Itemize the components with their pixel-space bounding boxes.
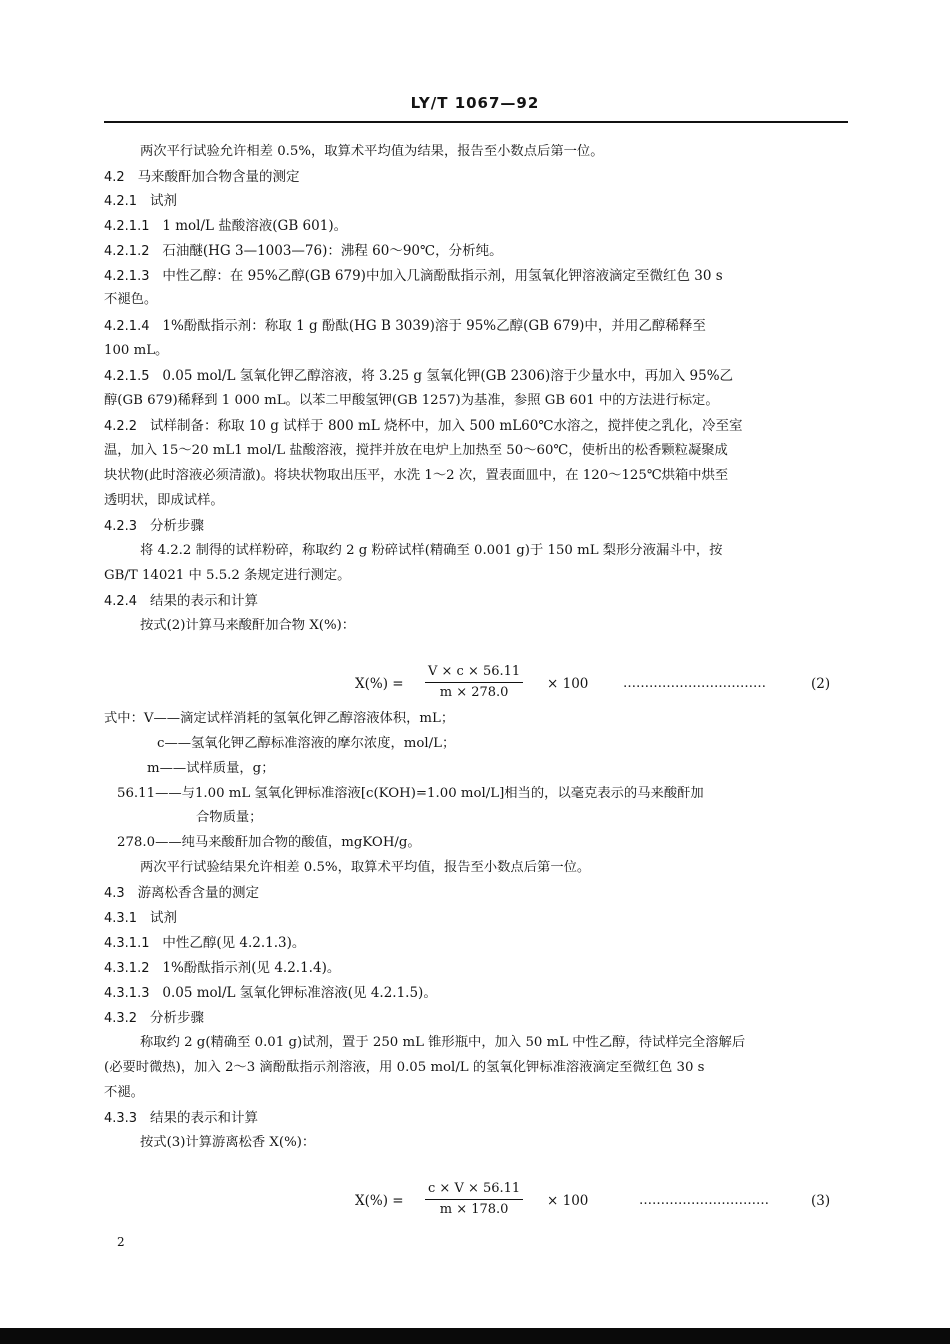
- paragraph-line: 将 4.2.2 制得的试样粉碎，称取约 2 g 粉碎试样(精确至 0.001 g)于 150 mL 梨形分液漏斗中，按: [140, 543, 723, 558]
- formula-label: (3): [811, 1193, 831, 1209]
- section-title: 分析步骤: [149, 518, 204, 534]
- section-title: 分析步骤: [149, 1010, 204, 1026]
- section-heading-4-2: [104, 168, 300, 187]
- section-heading-4-2-3: [104, 517, 204, 536]
- section-heading-4-3-1-2: [104, 959, 340, 978]
- section-title: 中性乙醇：在 95%乙醇(GB 679)中加入几滴酚酞指示剂，用氢氧化钾溶液滴定至微红色 30 s: [162, 268, 723, 284]
- formula-numerator: V × c × 56.11: [425, 663, 523, 683]
- where-line: m——试样质量，g；: [147, 761, 275, 776]
- formula-multiplier: × 100: [547, 676, 589, 692]
- section-heading-4-2-1-3: [104, 267, 848, 286]
- paragraph-line: GB/T 14021 中 5.5.2 条规定进行测定。: [104, 568, 351, 583]
- section-heading-4-2-1-4: [104, 317, 706, 336]
- where-line: 合物质量；: [196, 810, 263, 825]
- section-title: 试剂: [149, 910, 177, 926]
- section-number: 4.3: [104, 886, 125, 901]
- header-rule: [104, 121, 848, 123]
- section-number: 4.2: [104, 170, 125, 185]
- formula-lhs: X(%) =: [355, 676, 404, 692]
- section-heading-4-3-1-3: [104, 984, 437, 1003]
- section-number: 4.2.1.4: [104, 319, 150, 334]
- standard-header: LY/T 1067—92: [410, 94, 540, 112]
- paragraph-line: 温，加入 15～20 mL1 mol/L 盐酸溶液，搅拌并放在电炉上加热至 50～60℃，使析出的松香颗粒凝聚成: [104, 443, 728, 458]
- section-number: 4.2.1.2: [104, 244, 150, 259]
- formula-lhs: X(%) =: [355, 1193, 404, 1209]
- where-line: 式中：V——滴定试样消耗的氢氧化钾乙醇溶液体积，mL；: [104, 711, 455, 726]
- formula-2: [355, 663, 850, 703]
- formula-leader-dots: ……………………………: [623, 676, 766, 691]
- section-title: 1%酚酞指示剂(见 4.2.1.4)。: [162, 960, 341, 976]
- paragraph-line: 两次平行试验结果允许相差 0.5%，取算术平均值，报告至小数点后第一位。: [140, 860, 591, 875]
- paragraph-line: 称取约 2 g(精确至 0.01 g)试剂，置于 250 mL 锥形瓶中，加入 50 mL 中性乙醇，待试样完全溶解后: [140, 1035, 746, 1050]
- section-title: 1 mol/L 盐酸溶液(GB 601)。: [162, 218, 348, 234]
- formula-multiplier: × 100: [547, 1193, 589, 1209]
- section-heading-4-3-2: [104, 1009, 204, 1028]
- section-title: 中性乙醇(见 4.2.1.3)。: [162, 935, 306, 951]
- section-heading-4-2-4: [104, 592, 258, 611]
- section-number: 4.3.1: [104, 911, 138, 926]
- formula-3: [355, 1180, 850, 1220]
- paragraph-line: 块状物(此时溶液必须清澈)。将块状物取出压平，水洗 1～2 次，置表面皿中，在 120～125℃烘箱中烘至: [104, 468, 729, 483]
- section-heading-4-2-1: [104, 192, 177, 211]
- paragraph-line: (必要时微热)，加入 2～3 滴酚酞指示剂溶液，用 0.05 mol/L 的氢氧化钾标准溶液滴定至微红色 30 s: [104, 1060, 705, 1075]
- formula-label: (2): [811, 676, 831, 692]
- section-number: 4.3.3: [104, 1111, 138, 1126]
- section-title: 1%酚酞指示剂：称取 1 g 酚酞(HG B 3039)溶于 95%乙醇(GB 679)中，并用乙醇稀释至: [162, 318, 706, 334]
- section-title: 结果的表示和计算: [149, 593, 258, 609]
- section-title: 马来酸酐加合物含量的测定: [137, 169, 300, 185]
- section-number: 4.3.1.1: [104, 936, 150, 951]
- section-number: 4.2.3: [104, 519, 138, 534]
- paragraph-line: 不褪色。: [104, 292, 158, 307]
- section-title: 结果的表示和计算: [149, 1110, 258, 1126]
- paragraph-line: 按式(2)计算马来酸酐加合物 X(%)：: [140, 618, 356, 633]
- paragraph-line: 醇(GB 679)稀释到 1 000 mL。以苯二甲酸氢钾(GB 1257)为基准，参照 GB 601 中的方法进行标定。: [104, 393, 719, 408]
- paragraph-line: 两次平行试验允许相差 0.5%，取算术平均值为结果，报告至小数点后第一位。: [140, 144, 604, 159]
- where-line: 56.11——与1.00 mL 氢氧化钾标准溶液[c(KOH)=1.00 mol/L]相当的，以毫克表示的马来酸酐加: [117, 786, 704, 801]
- section-number: 4.3.1.3: [104, 986, 150, 1001]
- where-line: 278.0——纯马来酸酐加合物的酸值，mgKOH/g。: [117, 835, 421, 850]
- section-number: 4.2.1.3: [104, 269, 150, 284]
- section-number: 4.3.1.2: [104, 961, 150, 976]
- scan-edge-bar: [0, 1328, 950, 1344]
- formula-leader-dots: …………………………: [639, 1193, 769, 1208]
- section-number: 4.2.1.1: [104, 219, 150, 234]
- where-line: c——氢氧化钾乙醇标准溶液的摩尔浓度，mol/L；: [157, 736, 456, 751]
- section-heading-4-2-1-5: [104, 367, 733, 386]
- section-heading-4-2-1-2: [104, 242, 503, 261]
- section-title: 试剂: [149, 193, 177, 209]
- formula-denominator: m × 178.0: [439, 1202, 509, 1217]
- section-number: 4.2.4: [104, 594, 138, 609]
- formula-numerator: c × V × 56.11: [425, 1180, 523, 1200]
- paragraph-line: 按式(3)计算游离松香 X(%)：: [140, 1135, 316, 1150]
- section-heading-4-3-1: [104, 909, 177, 928]
- section-number: 4.2.2: [104, 419, 138, 434]
- section-title: 游离松香含量的测定: [137, 885, 260, 901]
- section-title: 石油醚(HG 3—1003—76)：沸程 60～90℃，分析纯。: [162, 243, 503, 259]
- formula-fraction: [425, 663, 523, 702]
- section-heading-4-2-1-1: [104, 217, 347, 236]
- page-number: 2: [117, 1235, 125, 1249]
- formula-denominator: m × 278.0: [439, 685, 509, 700]
- section-heading-4-3: [104, 884, 259, 903]
- paragraph-line: 100 mL。: [104, 343, 169, 358]
- section-number: 4.2.1: [104, 194, 138, 209]
- section-title: 0.05 mol/L 氢氧化钾标准溶液(见 4.2.1.5)。: [162, 985, 437, 1001]
- section-title: 试样制备：称取 10 g 试样于 800 mL 烧杯中，加入 500 mL60℃水溶之，搅拌使之乳化，冷至室: [149, 418, 743, 434]
- section-number: 4.3.2: [104, 1011, 138, 1026]
- paragraph-line: 透明状，即成试样。: [104, 493, 224, 508]
- paragraph-line: 不褪。: [104, 1085, 144, 1100]
- section-heading-4-3-1-1: [104, 934, 305, 953]
- section-number: 4.2.1.5: [104, 369, 150, 384]
- section-title: 0.05 mol/L 氢氧化钾乙醇溶液，将 3.25 g 氢氧化钾(GB 2306)溶于少量水中，再加入 95%乙: [162, 368, 734, 384]
- formula-fraction: [425, 1180, 523, 1219]
- section-heading-4-3-3: [104, 1109, 258, 1128]
- section-heading-4-2-2: [104, 417, 742, 436]
